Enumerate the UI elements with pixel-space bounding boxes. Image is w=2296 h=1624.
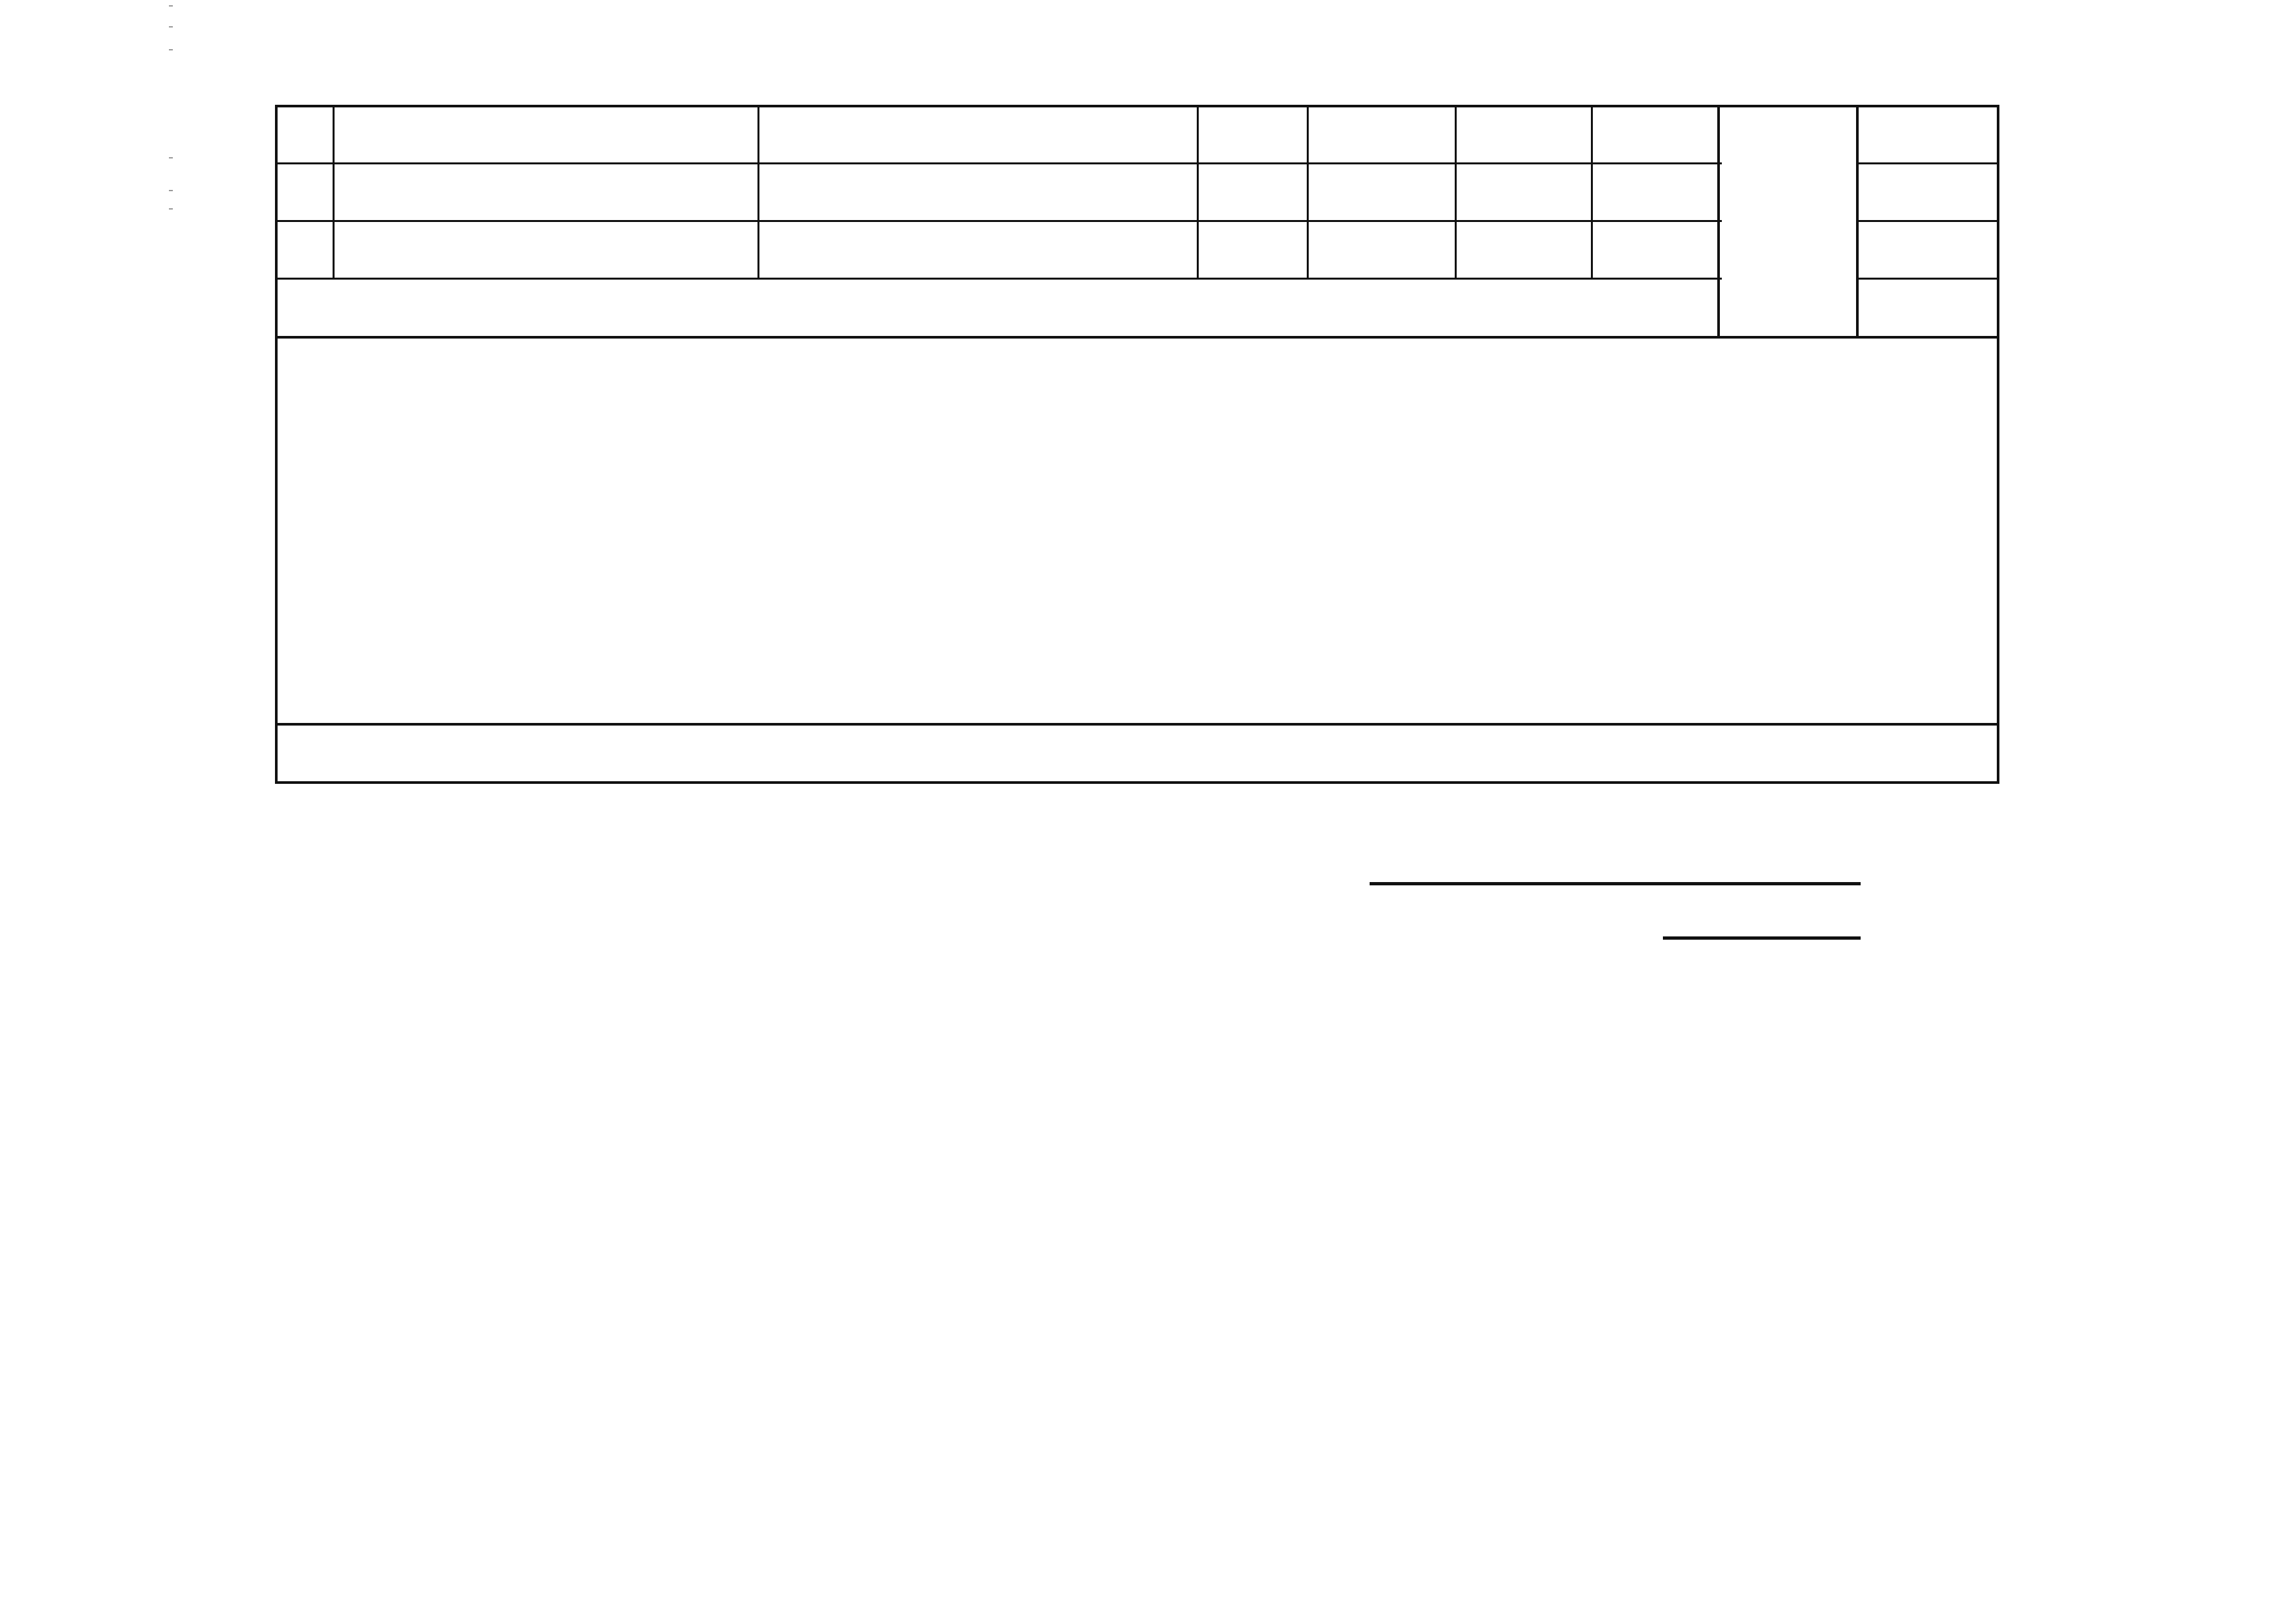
merged-total-cell[interactable] — [1720, 107, 1856, 336]
item-name — [335, 107, 757, 162]
unit-price-cell[interactable] — [1457, 107, 1591, 162]
scan-mark — [169, 49, 173, 50]
scan-mark — [169, 190, 173, 191]
item-spec — [759, 107, 1197, 162]
remark-cell[interactable] — [1859, 222, 1997, 278]
bidder-signature-line[interactable] — [1370, 882, 1861, 885]
item-quantity — [1199, 164, 1307, 220]
row-number — [278, 107, 333, 162]
representative-signature-line[interactable] — [1663, 936, 1861, 940]
item-quantity — [1199, 222, 1307, 278]
remark-cell[interactable] — [1859, 164, 1997, 220]
scan-mark — [169, 157, 173, 158]
table-border-bottom — [275, 781, 1999, 784]
total-label — [278, 280, 1717, 336]
item-name — [335, 164, 757, 220]
table-border-right — [1997, 105, 1999, 784]
item-quantity — [1199, 107, 1307, 162]
item-spec — [759, 222, 1197, 278]
row-number — [278, 164, 333, 220]
total-value-cell[interactable] — [1859, 280, 1997, 336]
amount-cell[interactable] — [1593, 222, 1717, 278]
item-months — [1309, 222, 1455, 278]
remark-cell[interactable] — [1859, 107, 1997, 162]
row-divider — [275, 336, 1999, 339]
item-spec — [759, 164, 1197, 220]
item-name — [335, 222, 757, 278]
amount-cell[interactable] — [1593, 107, 1717, 162]
item-months — [1309, 164, 1455, 220]
scan-mark — [169, 26, 173, 28]
item-months — [1309, 107, 1455, 162]
scan-mark — [169, 208, 173, 210]
unit-price-cell[interactable] — [1457, 164, 1591, 220]
unit-price-cell[interactable] — [1457, 222, 1591, 278]
amount-cell[interactable] — [1593, 164, 1717, 220]
empty-row — [278, 726, 1997, 781]
row-number — [278, 222, 333, 278]
scan-mark — [169, 5, 173, 7]
